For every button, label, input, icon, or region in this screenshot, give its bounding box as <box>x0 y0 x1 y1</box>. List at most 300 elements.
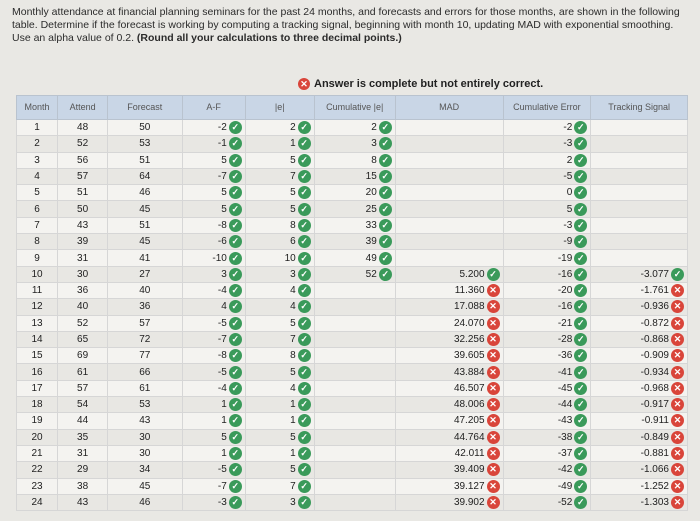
table-row <box>17 168 688 184</box>
incorrect-x-icon: ✕ <box>487 300 500 313</box>
cumulative-error-input[interactable] <box>503 282 591 298</box>
attend-cell-value: 50 <box>77 203 89 215</box>
attend-cell <box>58 315 108 331</box>
attend-cell <box>58 397 108 413</box>
tracking-signal-input[interactable] <box>591 380 688 396</box>
attend-cell-value: 51 <box>77 187 89 199</box>
cumulative-abs-error-input[interactable] <box>314 429 395 445</box>
correct-check-icon: ✓ <box>298 447 311 460</box>
af-input[interactable] <box>182 348 245 364</box>
table-row <box>17 266 688 282</box>
tracking-signal-input[interactable] <box>591 445 688 461</box>
incorrect-x-icon: ✕ <box>671 447 684 460</box>
cumulative-error-input[interactable] <box>503 299 591 315</box>
af-input[interactable] <box>182 201 245 217</box>
incorrect-x-icon: ✕ <box>487 317 500 330</box>
tracking-signal-input-value: -0.872 <box>640 317 669 329</box>
correct-check-icon: ✓ <box>574 463 587 476</box>
tracking-signal-input-value: -1.303 <box>640 497 669 509</box>
month-cell-value: 7 <box>34 219 40 231</box>
abs-error-input-value: 2 <box>290 122 296 134</box>
forecast-cell-value: 77 <box>139 350 151 362</box>
attend-cell-value: 57 <box>77 171 89 183</box>
tracking-signal-input[interactable] <box>591 234 688 250</box>
forecast-cell <box>108 136 182 152</box>
af-input-value: 4 <box>221 301 227 313</box>
attend-cell <box>58 120 108 136</box>
abs-error-input-value: 1 <box>290 415 296 427</box>
correct-check-icon: ✓ <box>379 268 392 281</box>
cumulative-abs-error-input-value: 33 <box>365 220 377 232</box>
month-cell-value: 17 <box>31 382 43 394</box>
forecast-cell <box>108 250 182 266</box>
tracking-signal-input[interactable] <box>591 364 688 380</box>
forecast-cell <box>108 380 182 396</box>
abs-error-input[interactable] <box>245 217 314 233</box>
af-input[interactable] <box>182 413 245 429</box>
cumulative-error-input-value: -49 <box>557 480 573 492</box>
cumulative-error-input-value: -3 <box>563 220 573 232</box>
cumulative-abs-error-input-value: 25 <box>365 203 377 215</box>
tracking-signal-input[interactable] <box>591 168 688 184</box>
month-cell <box>17 445 58 461</box>
tracking-signal-input[interactable] <box>591 348 688 364</box>
abs-error-input[interactable] <box>245 478 314 494</box>
mad-input[interactable] <box>395 168 503 184</box>
tracking-signal-input[interactable] <box>591 282 688 298</box>
correct-check-icon: ✓ <box>574 333 587 346</box>
forecast-cell-value: 45 <box>139 203 151 215</box>
month-cell-value: 9 <box>34 252 40 264</box>
af-input-value: 5 <box>221 203 227 215</box>
correct-check-icon: ✓ <box>574 414 587 427</box>
mad-input[interactable] <box>395 380 503 396</box>
cumulative-abs-error-input[interactable] <box>314 266 395 282</box>
cumulative-error-input-value: -42 <box>557 464 573 476</box>
correct-check-icon: ✓ <box>574 349 587 362</box>
incorrect-x-icon: ✕ <box>671 349 684 362</box>
cumulative-error-input-value: -5 <box>563 171 573 183</box>
cumulative-error-input[interactable] <box>503 494 591 510</box>
cumulative-error-input[interactable] <box>503 478 591 494</box>
af-input[interactable] <box>182 234 245 250</box>
question-text <box>12 6 692 45</box>
cumulative-abs-error-input[interactable] <box>314 462 395 478</box>
forecast-cell-value: 36 <box>139 301 151 313</box>
mad-input[interactable] <box>395 478 503 494</box>
cumulative-error-input[interactable] <box>503 413 591 429</box>
cumulative-error-input[interactable] <box>503 168 591 184</box>
month-cell <box>17 250 58 266</box>
tracking-signal-input[interactable] <box>591 462 688 478</box>
cumulative-error-input-value: -3 <box>563 138 573 150</box>
attend-cell <box>58 299 108 315</box>
incorrect-x-icon: ✕ <box>671 480 684 493</box>
correct-check-icon: ✓ <box>298 121 311 134</box>
correct-check-icon: ✓ <box>229 431 242 444</box>
af-input[interactable] <box>182 364 245 380</box>
af-input[interactable] <box>182 315 245 331</box>
tracking-signal-input[interactable] <box>591 478 688 494</box>
attend-cell <box>58 282 108 298</box>
tracking-signal-input[interactable] <box>591 429 688 445</box>
abs-error-input[interactable] <box>245 397 314 413</box>
tracking-signal-input[interactable] <box>591 299 688 315</box>
abs-error-input[interactable] <box>245 331 314 347</box>
mad-input[interactable] <box>395 462 503 478</box>
abs-error-input-value: 5 <box>290 464 296 476</box>
af-input-value: -5 <box>217 464 227 476</box>
attend-cell <box>58 168 108 184</box>
cumulative-abs-error-input[interactable] <box>314 445 395 461</box>
attend-cell <box>58 364 108 380</box>
cumulative-error-input[interactable] <box>503 315 591 331</box>
correct-check-icon: ✓ <box>574 252 587 265</box>
af-input[interactable] <box>182 299 245 315</box>
af-input[interactable] <box>182 478 245 494</box>
cumulative-error-input-value: -9 <box>563 236 573 248</box>
mad-input-value: 39.409 <box>453 464 485 476</box>
cumulative-abs-error-input[interactable] <box>314 136 395 152</box>
attend-cell-value: 36 <box>77 285 89 297</box>
cumulative-abs-error-input-value: 39 <box>365 236 377 248</box>
mad-input[interactable] <box>395 282 503 298</box>
month-cell-value: 2 <box>34 138 40 150</box>
cumulative-abs-error-input[interactable] <box>314 185 395 201</box>
mad-input[interactable] <box>395 315 503 331</box>
cumulative-abs-error-input[interactable] <box>314 299 395 315</box>
cumulative-abs-error-input[interactable] <box>314 364 395 380</box>
af-input-value: -6 <box>217 236 227 248</box>
mad-input[interactable] <box>395 348 503 364</box>
incorrect-x-icon: ✕ <box>487 447 500 460</box>
forecast-cell <box>108 348 182 364</box>
cumulative-error-input[interactable] <box>503 380 591 396</box>
correct-check-icon: ✓ <box>671 268 684 281</box>
abs-error-input[interactable] <box>245 266 314 282</box>
table-row <box>17 299 688 315</box>
month-cell-value: 19 <box>31 415 43 427</box>
cumulative-error-input[interactable] <box>503 234 591 250</box>
cumulative-abs-error-input-value: 52 <box>365 268 377 280</box>
table-row <box>17 250 688 266</box>
tracking-signal-input[interactable] <box>591 494 688 510</box>
tracking-signal-input[interactable] <box>591 185 688 201</box>
correct-check-icon: ✓ <box>298 235 311 248</box>
tracking-signal-input[interactable] <box>591 315 688 331</box>
tracking-signal-input-value: -0.934 <box>640 366 669 378</box>
forecast-cell-value: 30 <box>139 431 151 443</box>
cumulative-abs-error-input[interactable] <box>314 315 395 331</box>
cumulative-error-input[interactable] <box>503 266 591 282</box>
abs-error-input[interactable] <box>245 315 314 331</box>
abs-error-input[interactable] <box>245 185 314 201</box>
correct-check-icon: ✓ <box>229 447 242 460</box>
abs-error-input[interactable] <box>245 364 314 380</box>
mad-input-value: 46.507 <box>453 383 485 395</box>
incorrect-x-icon: ✕ <box>671 496 684 509</box>
question-body: Monthly attendance at financial planning seminars for the past 24 months, and forecasts and errors for those months, are shown in the following table. Determine if the forecast is working by computing a tracking signal, beginning with month 10, updating MAD with exponential smoothing. Use an alpha value of 0.2. <box>12 6 680 44</box>
correct-check-icon: ✓ <box>229 170 242 183</box>
forecast-cell <box>108 364 182 380</box>
month-cell <box>17 266 58 282</box>
tracking-signal-input[interactable] <box>591 152 688 168</box>
cumulative-abs-error-input[interactable] <box>314 331 395 347</box>
answer-status-text: Answer is complete but not entirely correct. <box>314 78 544 90</box>
af-input[interactable] <box>182 462 245 478</box>
cumulative-abs-error-input-value: 3 <box>371 138 377 150</box>
cumulative-abs-error-input[interactable] <box>314 152 395 168</box>
forecast-cell-value: 46 <box>139 496 151 508</box>
correct-check-icon: ✓ <box>574 284 587 297</box>
mad-input[interactable] <box>395 185 503 201</box>
attend-cell-value: 40 <box>77 301 89 313</box>
mad-input[interactable] <box>395 250 503 266</box>
af-input-value: 1 <box>221 448 227 460</box>
incorrect-x-icon: ✕ <box>671 284 684 297</box>
tracking-signal-input[interactable] <box>591 331 688 347</box>
correct-check-icon: ✓ <box>379 137 392 150</box>
forecast-cell-value: 66 <box>139 366 151 378</box>
cumulative-abs-error-input[interactable] <box>314 413 395 429</box>
tracking-signal-input[interactable] <box>591 413 688 429</box>
abs-error-input[interactable] <box>245 429 314 445</box>
mad-input[interactable] <box>395 429 503 445</box>
mad-input[interactable] <box>395 152 503 168</box>
tracking-signal-input[interactable] <box>591 136 688 152</box>
mad-input[interactable] <box>395 201 503 217</box>
incorrect-x-icon: ✕ <box>487 496 500 509</box>
af-input[interactable] <box>182 380 245 396</box>
correct-check-icon: ✓ <box>574 300 587 313</box>
month-cell-value: 18 <box>31 399 43 411</box>
correct-check-icon: ✓ <box>298 480 311 493</box>
mad-input-value: 11.360 <box>454 285 485 297</box>
abs-error-input-value: 5 <box>290 203 296 215</box>
cumulative-abs-error-input[interactable] <box>314 380 395 396</box>
incorrect-x-icon: ✕ <box>671 414 684 427</box>
cumulative-error-input[interactable] <box>503 331 591 347</box>
cumulative-error-input[interactable] <box>503 348 591 364</box>
af-input[interactable] <box>182 282 245 298</box>
cumulative-error-input[interactable] <box>503 364 591 380</box>
incorrect-x-icon: ✕ <box>298 78 310 90</box>
cumulative-error-input[interactable] <box>503 120 591 136</box>
abs-error-input-value: 5 <box>290 154 296 166</box>
correct-check-icon: ✓ <box>229 496 242 509</box>
month-cell <box>17 380 58 396</box>
mad-input[interactable] <box>395 445 503 461</box>
mad-input[interactable] <box>395 364 503 380</box>
af-input[interactable] <box>182 445 245 461</box>
tracking-signal-input[interactable] <box>591 217 688 233</box>
abs-error-input[interactable] <box>245 234 314 250</box>
forecast-cell <box>108 413 182 429</box>
correct-check-icon: ✓ <box>379 252 392 265</box>
cumulative-error-input[interactable] <box>503 445 591 461</box>
cumulative-abs-error-input[interactable] <box>314 397 395 413</box>
cumulative-abs-error-input[interactable] <box>314 282 395 298</box>
incorrect-x-icon: ✕ <box>487 480 500 493</box>
abs-error-input[interactable] <box>245 413 314 429</box>
af-input[interactable] <box>182 331 245 347</box>
af-input[interactable] <box>182 494 245 510</box>
cumulative-error-input[interactable] <box>503 250 591 266</box>
cumulative-abs-error-input[interactable] <box>314 217 395 233</box>
header-attend: Attend <box>58 96 108 120</box>
tracking-signal-input-value: -0.881 <box>640 448 669 460</box>
af-input-value: 5 <box>221 154 227 166</box>
cumulative-error-input[interactable] <box>503 185 591 201</box>
correct-check-icon: ✓ <box>574 268 587 281</box>
abs-error-input[interactable] <box>245 380 314 396</box>
tracking-signal-input[interactable] <box>591 250 688 266</box>
forecast-cell <box>108 168 182 184</box>
af-input-value: -8 <box>217 350 227 362</box>
tracking-signal-input-value: -0.936 <box>640 301 669 313</box>
attend-cell-value: 65 <box>77 334 89 345</box>
cumulative-error-input[interactable] <box>503 217 591 233</box>
af-input[interactable] <box>182 168 245 184</box>
abs-error-input[interactable] <box>245 152 314 168</box>
attend-cell <box>58 201 108 217</box>
cumulative-error-input-value: 0 <box>566 187 573 199</box>
cumulative-error-input[interactable] <box>503 429 591 445</box>
cumulative-error-input[interactable] <box>503 462 591 478</box>
abs-error-input-value: 1 <box>290 448 296 460</box>
abs-error-input-value: 5 <box>290 366 296 378</box>
attend-cell-value: 52 <box>77 138 89 150</box>
af-input[interactable] <box>182 397 245 413</box>
mad-input[interactable] <box>395 120 503 136</box>
correct-check-icon: ✓ <box>298 284 311 297</box>
af-input[interactable] <box>182 120 245 136</box>
abs-error-input[interactable] <box>245 168 314 184</box>
cumulative-abs-error-input-value: 49 <box>365 252 377 264</box>
forecast-cell <box>108 282 182 298</box>
mad-input[interactable] <box>395 299 503 315</box>
af-input[interactable] <box>182 185 245 201</box>
abs-error-input[interactable] <box>245 445 314 461</box>
abs-error-input[interactable] <box>245 282 314 298</box>
attend-cell-value: 56 <box>77 154 89 166</box>
forecast-cell <box>108 397 182 413</box>
cumulative-error-input-value: -52 <box>557 497 573 509</box>
abs-error-input[interactable] <box>245 462 314 478</box>
abs-error-input-value: 4 <box>290 285 296 297</box>
mad-input-value: 39.127 <box>453 480 485 492</box>
forecast-cell-value: 53 <box>139 399 151 411</box>
correct-check-icon: ✓ <box>379 170 392 183</box>
cumulative-abs-error-input[interactable] <box>314 494 395 510</box>
mad-input-value: 17.088 <box>453 301 485 313</box>
header-cumulative-error: Cumulative Error <box>503 96 591 120</box>
correct-check-icon: ✓ <box>574 496 587 509</box>
cumulative-error-input[interactable] <box>503 201 591 217</box>
mad-input[interactable] <box>395 234 503 250</box>
abs-error-input[interactable] <box>245 250 314 266</box>
af-input[interactable] <box>182 136 245 152</box>
correct-check-icon: ✓ <box>298 170 311 183</box>
month-cell-value: 6 <box>34 203 40 215</box>
tracking-signal-input[interactable] <box>591 201 688 217</box>
cumulative-error-input-value: -45 <box>557 383 573 395</box>
abs-error-input-value: 5 <box>290 431 296 443</box>
cumulative-abs-error-input[interactable] <box>314 250 395 266</box>
correct-check-icon: ✓ <box>574 480 587 493</box>
attend-cell <box>58 331 108 347</box>
cumulative-error-input[interactable] <box>503 152 591 168</box>
abs-error-input[interactable] <box>245 299 314 315</box>
tracking-signal-input[interactable] <box>591 120 688 136</box>
tracking-signal-input[interactable] <box>591 397 688 413</box>
correct-check-icon: ✓ <box>229 137 242 150</box>
cumulative-abs-error-input[interactable] <box>314 168 395 184</box>
month-cell <box>17 348 58 364</box>
forecast-cell-value: 72 <box>139 334 151 345</box>
abs-error-input[interactable] <box>245 120 314 136</box>
af-input[interactable] <box>182 266 245 282</box>
correct-check-icon: ✓ <box>487 268 500 281</box>
incorrect-x-icon: ✕ <box>671 317 684 330</box>
correct-check-icon: ✓ <box>229 366 242 379</box>
af-input[interactable] <box>182 217 245 233</box>
correct-check-icon: ✓ <box>574 431 587 444</box>
af-input[interactable] <box>182 152 245 168</box>
af-input[interactable] <box>182 250 245 266</box>
mad-input[interactable] <box>395 494 503 510</box>
abs-error-input[interactable] <box>245 348 314 364</box>
mad-input[interactable] <box>395 266 503 282</box>
mad-input[interactable] <box>395 331 503 347</box>
mad-input[interactable] <box>395 217 503 233</box>
table-row <box>17 462 688 478</box>
cumulative-abs-error-input[interactable] <box>314 478 395 494</box>
abs-error-input[interactable] <box>245 201 314 217</box>
cumulative-abs-error-input[interactable] <box>314 120 395 136</box>
attend-cell <box>58 494 108 510</box>
abs-error-input[interactable] <box>245 136 314 152</box>
af-input-value: -5 <box>217 317 227 329</box>
table-row <box>17 152 688 168</box>
af-input-value: -2 <box>217 122 227 134</box>
cumulative-abs-error-input[interactable] <box>314 348 395 364</box>
month-cell <box>17 413 58 429</box>
af-input[interactable] <box>182 429 245 445</box>
incorrect-x-icon: ✕ <box>487 414 500 427</box>
attend-cell-value: 43 <box>77 219 89 231</box>
mad-input-value: 44.764 <box>453 431 485 443</box>
mad-input[interactable] <box>395 413 503 429</box>
cumulative-error-input[interactable] <box>503 397 591 413</box>
mad-input[interactable] <box>395 397 503 413</box>
cumulative-abs-error-input[interactable] <box>314 201 395 217</box>
abs-error-input-value: 7 <box>290 171 296 183</box>
mad-input[interactable] <box>395 136 503 152</box>
abs-error-input-value: 10 <box>284 252 296 264</box>
tracking-signal-input[interactable] <box>591 266 688 282</box>
month-cell-value: 1 <box>34 122 40 134</box>
correct-check-icon: ✓ <box>574 154 587 167</box>
tracking-signal-input-value: -0.909 <box>640 350 669 362</box>
abs-error-input[interactable] <box>245 494 314 510</box>
cumulative-abs-error-input[interactable] <box>314 234 395 250</box>
correct-check-icon: ✓ <box>229 414 242 427</box>
cumulative-abs-error-input-value: 2 <box>371 122 377 134</box>
table-row <box>17 234 688 250</box>
correct-check-icon: ✓ <box>229 480 242 493</box>
cumulative-error-input[interactable] <box>503 136 591 152</box>
